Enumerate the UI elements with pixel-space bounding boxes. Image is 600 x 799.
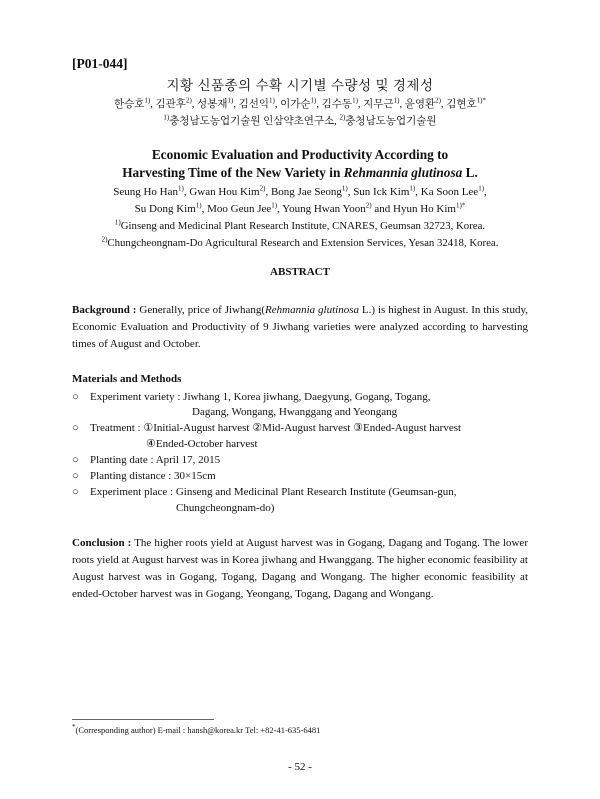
footnote-text: (Corresponding author) E-mail : hansh@korea.kr Tel: +82-41-635-6481 [75, 725, 321, 735]
korean-authors: 한승호$^{1)}$, 김관후$^{2)}$, 성봉재$^{1)}$, 김선익$^{1)}$, 이가순$^{1)}$, 김수동$^{1)}$, 지무근$^{1)}$, 윤영환$^{2)}$, 김현호$^{1)*}$ [113, 96, 487, 110]
background-species: Rehmannia glutinosa [265, 304, 360, 316]
background-paragraph [72, 302, 528, 353]
page-number: - 52 - [288, 761, 312, 773]
author-affiliation-mark: 1) [478, 184, 485, 193]
conclusion-label: Conclusion : [72, 537, 132, 549]
method-treatment [72, 420, 461, 436]
bullet-icon: ○ [72, 470, 79, 482]
bullet-icon: ○ [72, 486, 79, 498]
footnote-mark: * [72, 723, 76, 732]
author-affiliation-mark: 1) [310, 96, 317, 105]
english-authors-line2: Su Dong Kim$^{1)}$, Moo Geun Jee$^{1)}$, Young Hwan Yoon$^{2)}$ and Hyun Ho Kim$^{1)*}$ [134, 201, 466, 215]
english-title-line2 [0, 165, 600, 181]
author-affiliation-mark: 1) [352, 96, 358, 105]
author-affiliation-mark: 2) [185, 96, 192, 105]
author-name: Gwan Hou Kim [189, 186, 260, 198]
bullet-icon: ○ [72, 422, 79, 434]
author-name: 김선익 [238, 99, 270, 110]
author-affiliation-mark: 1)* [476, 96, 487, 105]
background-pre: Generally, price of Jiwhang( [139, 304, 266, 316]
place-line2: Chungcheongnam-do) [176, 502, 275, 514]
abstract-code: [P01-044] [72, 56, 128, 71]
author-affiliation-mark: 1) [409, 184, 416, 193]
author-name: 김현호 [446, 99, 477, 110]
conclusion-paragraph [72, 535, 528, 603]
english-affiliation-1 [0, 220, 600, 232]
method-planting-distance [72, 468, 216, 484]
abstract-heading: ABSTRACT [270, 266, 330, 278]
ko-aff2-mark: 2) [339, 113, 346, 122]
planting-date: Planting date : April 17, 2015 [90, 454, 221, 466]
author-affiliation-mark: 1)* [455, 201, 466, 210]
author-name: 이가순 [280, 99, 311, 110]
method-planting-date [72, 452, 220, 468]
author-name: 김관후 [155, 99, 186, 110]
en-aff2-text: Chungcheongnam-Do Agricultural Research and Extension Services, Yesan 32418, Korea. [107, 237, 499, 249]
english-affiliation-2 [0, 237, 600, 249]
method-place [72, 484, 457, 500]
author-name: 윤영환 [404, 99, 436, 110]
treatment-line2: ④Ended-October harvest [146, 438, 258, 450]
ko-aff1: 충청남도농업기술원 인삼약초연구소, [169, 116, 337, 127]
method-variety [72, 389, 431, 405]
treatment-line1: Treatment : ①Initial-August harvest ②Mid-August harvest ③Ended-August harvest [90, 422, 462, 434]
author-affiliation-mark: 1) [269, 96, 275, 105]
author-affiliation-mark: 1) [227, 96, 234, 105]
author-name: Ka Soon Lee [420, 186, 479, 198]
author-name: Sun Ick Kim [353, 186, 410, 198]
en-aff1-mark: 1) [114, 218, 121, 227]
ko-aff1-mark: 1) [163, 113, 170, 122]
author-affiliation-mark: 1) [144, 96, 151, 105]
background-label: Background : [72, 304, 137, 316]
english-title-line1: Economic Evaluation and Productivity According to [151, 147, 449, 162]
variety-line1: Experiment variety : Jiwhang 1, Korea jiwhang, Daegyung, Gogang, Togang, [90, 391, 431, 403]
en-aff1-text: Ginseng and Medicinal Plant Research Institute, CNARES, Geumsan 32723, Korea. [120, 220, 486, 232]
conclusion-text: The higher roots yield at August harvest was in Gogang, Dagang and Togang. The lower roots yield at August harvest was in Korea jiwhang and Hwanggang. The higher economic feasibility at August harvest was in Gogang, Togang, Dagang and Wongang. The higher economic feasibility at ended-October harvest was in Gogang, Yeongang, Togang, Dagang and Wongang. [72, 537, 528, 600]
methods-heading: Materials and Methods [72, 373, 182, 385]
ko-aff2: 충청남도농업기술원 [345, 116, 437, 127]
author-name: Young Hwan Yoon [282, 203, 366, 215]
english-authors-line1: Seung Ho Han$^{1)}$, Gwan Hou Kim$^{2)}$, Bong Jae Seong$^{1)}$, Sun Ick Kim$^{1)}$, Ka Soon Lee$^{1)}$, [113, 184, 487, 198]
author-affiliation-mark: 1) [271, 201, 278, 210]
author-affiliation-mark: 2) [259, 184, 266, 193]
korean-affiliations [0, 113, 600, 128]
planting-distance: Planting distance : 30×15cm [90, 470, 216, 482]
place-line1: Experiment place : Ginseng and Medicinal Plant Research Institute (Geumsan-gun, [90, 486, 457, 498]
author-name: 성봉재 [197, 99, 228, 110]
author-affiliation-mark: 2) [365, 201, 372, 210]
author-name: Bong Jae Seong [270, 186, 342, 198]
bullet-icon: ○ [72, 454, 79, 466]
background-post: L.) is highest in August. In this study, Economic Evaluation and Productivity of 9 Jiwhang varieties were analyzed according to harvesting times of August and October. [72, 304, 529, 350]
title-post: L. [465, 165, 478, 180]
footnote-rule [72, 719, 214, 720]
author-name: Moo Geun Jee [207, 203, 272, 215]
author-name: Seung Ho Han [113, 186, 178, 198]
author-affiliation-mark: 2) [435, 96, 441, 105]
title-pre: Harvesting Time of the New Variety in [122, 165, 341, 180]
korean-title: 지황 신품종의 수확 시기별 수량성 및 경제성 [166, 78, 434, 93]
author-name: Hyun Ho Kim [393, 203, 456, 215]
author-affiliation-mark: 1) [177, 184, 184, 193]
author-name: Su Dong Kim [134, 203, 196, 215]
en-aff2-mark: 2) [101, 235, 108, 244]
author-name: 김수동 [321, 99, 353, 110]
author-affiliation-mark: 1) [195, 201, 202, 210]
bullet-icon: ○ [72, 391, 79, 403]
variety-line2: Dagang, Wongang, Hwanggang and Yeongang [192, 406, 398, 418]
title-species: Rehmannia glutinosa [343, 165, 463, 180]
author-affiliation-mark: 1) [393, 96, 400, 105]
author-name: 지무근 [363, 99, 394, 110]
author-affiliation-mark: 1) [341, 184, 348, 193]
footnote [72, 725, 320, 735]
author-name: 한승호 [113, 99, 145, 110]
